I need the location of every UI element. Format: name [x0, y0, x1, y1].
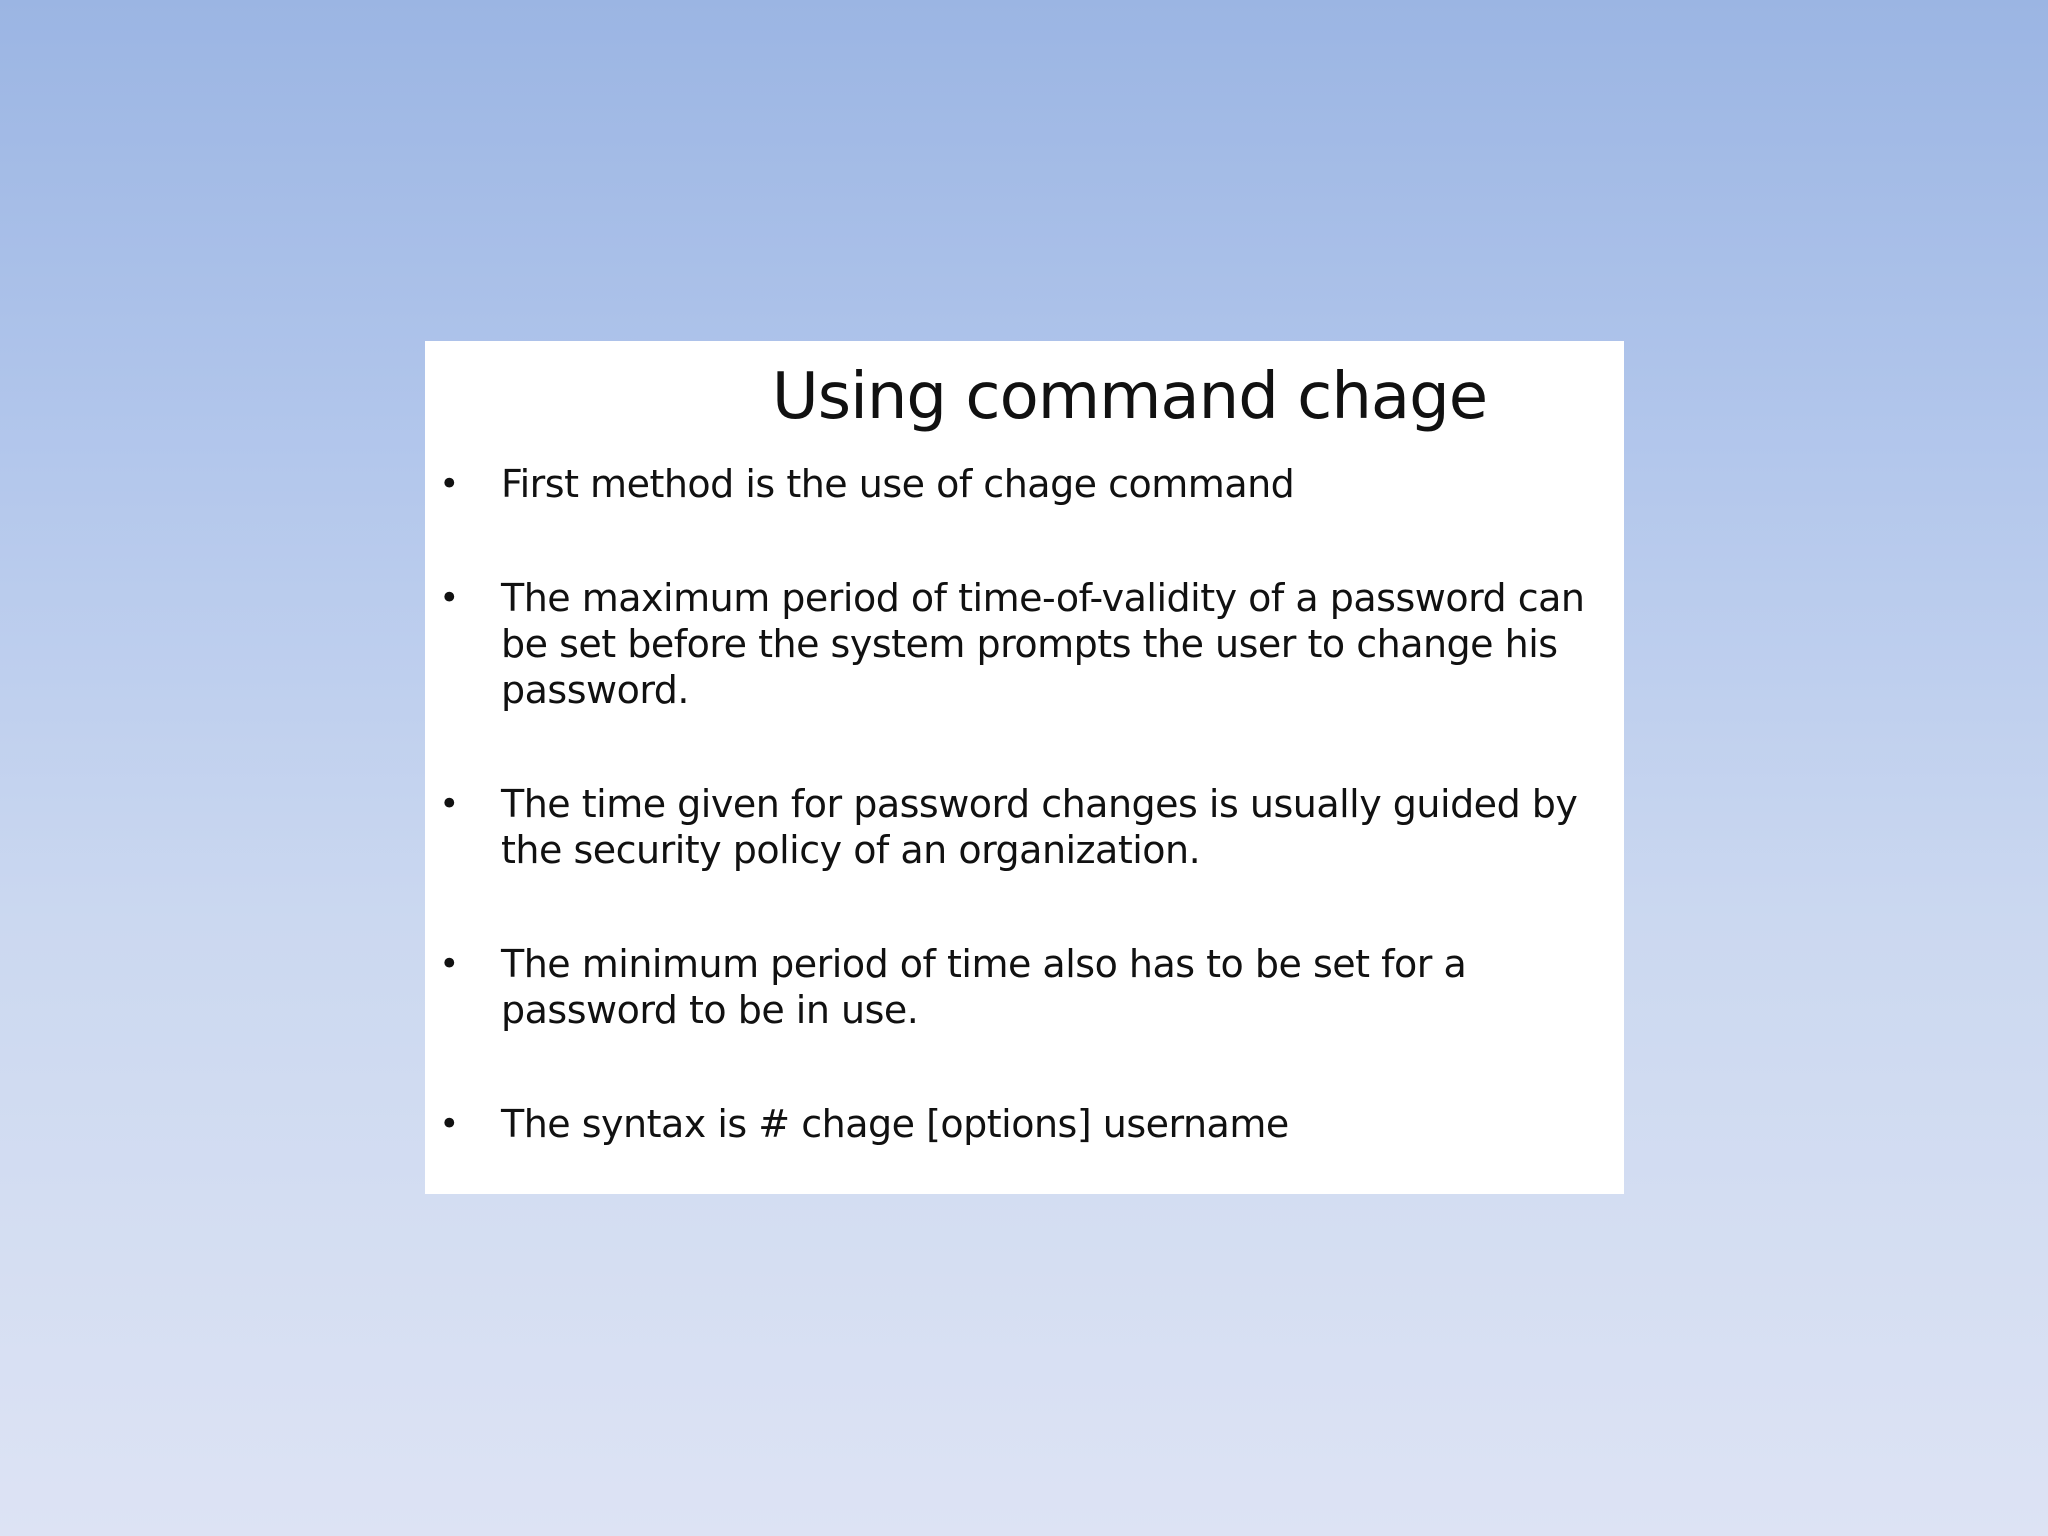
bullet-item-minimum-period — [439, 941, 1614, 1033]
bullet-text: The time given for password changes is usually guided by the security policy of an organization. — [501, 782, 1578, 872]
bullet-text: The minimum period of time also has to be set for a password to be in use. — [501, 942, 1467, 1032]
bullet-item-syntax — [439, 1101, 1614, 1147]
bullet-item-security-policy — [439, 781, 1614, 873]
bullet-item-maximum-period — [439, 575, 1614, 713]
slide-title: Using command chage — [771, 360, 1488, 434]
bullet-text: The syntax is # chage [options] username — [501, 1102, 1289, 1146]
bullet-text: First method is the use of chage command — [501, 462, 1295, 506]
bullet-point-icon: • — [439, 464, 459, 504]
bullet-point-icon: • — [439, 944, 459, 984]
bullet-point-icon: • — [439, 578, 459, 618]
bullet-point-icon: • — [439, 784, 459, 824]
bullet-point-icon: • — [439, 1104, 459, 1144]
bullet-item-chage-command — [439, 461, 1614, 507]
slide-card — [425, 341, 1624, 1194]
bullet-list — [439, 461, 1614, 1147]
bullet-text: The maximum period of time-of-validity of a password can be set before the system prompts the user to change his password. — [501, 576, 1585, 712]
